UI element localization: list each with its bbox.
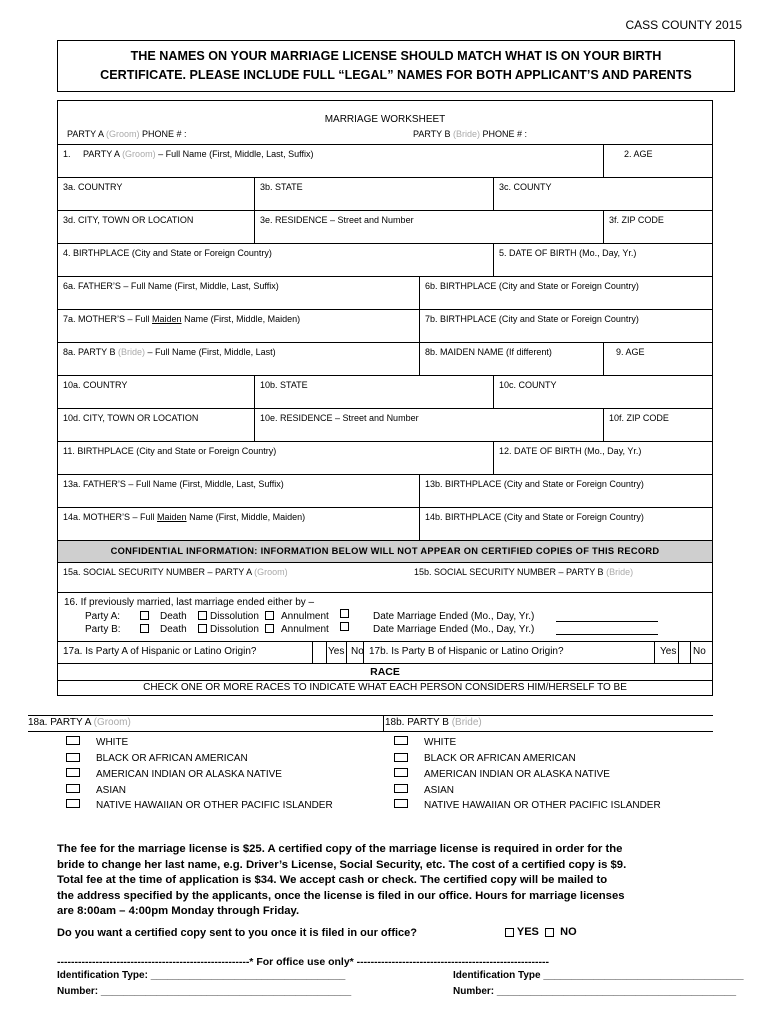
race-divider (383, 715, 384, 732)
party-a-date-ended-input[interactable] (556, 612, 658, 622)
party-a-phone-grey: (Groom) (106, 129, 140, 139)
party-b-mother-birthplace-field[interactable]: 14b. BIRTHPLACE (City and State or Foreign Country) (425, 512, 644, 522)
date-ended-label-b: Date Marriage Ended (Mo., Day, Yr.) (373, 624, 535, 635)
field-label: 15a. SOCIAL SECURITY NUMBER – PARTY A (63, 567, 255, 577)
party-b-race-indian-label: AMERICAN INDIAN OR ALASKA NATIVE (424, 769, 610, 780)
field-label-grey: (Bride) (606, 567, 634, 577)
party-a-race-white-checkbox[interactable] (66, 736, 80, 745)
race-party-row (28, 715, 713, 732)
row-14 (58, 507, 712, 540)
field-label: 15b. SOCIAL SECURITY NUMBER – PARTY B (414, 567, 607, 577)
party-a-race-indian-label: AMERICAN INDIAN OR ALASKA NATIVE (96, 769, 282, 780)
party-b-race-hawaiian-label: NATIVE HAWAIIAN OR OTHER PACIFIC ISLANDER (424, 800, 661, 811)
party-b-age-field[interactable]: 9. AGE (616, 347, 645, 357)
certified-copy-no-checkbox[interactable] (545, 928, 554, 937)
party-a-race-hawaiian-label: NATIVE HAWAIIAN OR OTHER PACIFIC ISLANDER (96, 800, 333, 811)
race-a-grey: (Groom) (93, 717, 131, 728)
q17b-no-box[interactable] (679, 642, 691, 663)
row-8 (58, 342, 712, 375)
party-a-phone-label[interactable] (67, 129, 187, 139)
q16-party-b-label: Party B: (85, 624, 121, 635)
fee-line: the address specified by the applicants, once the license is filed in our office. Hours for marriage licenses (57, 889, 625, 902)
certified-copy-no-label: NO (560, 926, 577, 938)
row-3def (58, 210, 712, 243)
party-b-dissolution-checkbox[interactable] (198, 624, 207, 633)
party-b-state-field[interactable]: 10b. STATE (255, 376, 494, 408)
party-b-city-field[interactable]: 10d. CITY, TOWN OR LOCATION (58, 409, 255, 441)
party-a-state-field[interactable]: 3b. STATE (255, 178, 494, 210)
party-a-zip-field[interactable]: 3f. ZIP CODE (609, 215, 664, 225)
worksheet-title: MARRIAGE WORKSHEET (324, 114, 446, 125)
race-heading: RACE (58, 663, 712, 680)
maiden-underline: Maiden (157, 512, 187, 522)
race-b-pre: 18b. PARTY B (385, 717, 452, 728)
party-a-ssn-field[interactable] (58, 563, 409, 592)
field-label-grey: (Groom) (254, 567, 288, 577)
party-b-death-checkbox[interactable] (140, 624, 149, 633)
hispanic-row (58, 641, 712, 663)
marriage-worksheet (57, 100, 713, 696)
office-use-divider: -------------------------------------------------------* For office use only* ------------------------------------------------------- (57, 956, 549, 968)
q17a-no-label[interactable]: No (347, 642, 364, 663)
q17b-no-label: No (693, 646, 706, 657)
party-a-birthplace-field[interactable]: 4. BIRTHPLACE (City and State or Foreign Country) (58, 244, 494, 276)
office-id-type-right[interactable]: Identification Type ____________________________________ (453, 970, 744, 981)
office-number-right[interactable]: Number: ___________________________________________ (453, 986, 737, 997)
banner-line-2: CERTIFICATE. PLEASE INCLUDE FULL “LEGAL” NAMES FOR BOTH APPLICANT’S AND PARENTS (100, 68, 692, 82)
q17b-label: 17b. Is Party B of Hispanic or Latino Origin? (364, 642, 655, 663)
party-a-city-field[interactable]: 3d. CITY, TOWN OR LOCATION (58, 211, 255, 243)
certified-copy-question: Do you want a certified copy sent to you once it is filed in our office? (57, 927, 417, 939)
q17a-label: 17a. Is Party A of Hispanic or Latino Origin? (58, 642, 313, 663)
field-label-post: Name (First, Middle, Maiden) (181, 314, 301, 324)
confidential-banner: CONFIDENTIAL INFORMATION: INFORMATION BELOW WILL NOT APPEAR ON CERTIFIED COPIES OF THIS RECORD (58, 540, 712, 562)
race-party-a-label (28, 717, 131, 728)
banner-line-1: THE NAMES ON YOUR MARRIAGE LICENSE SHOULD MATCH WHAT IS ON YOUR BIRTH (130, 49, 662, 63)
party-a-race-black-checkbox[interactable] (66, 753, 80, 762)
party-a-death-checkbox[interactable] (140, 611, 149, 620)
party-a-race-black-label: BLACK OR AFRICAN AMERICAN (96, 753, 248, 764)
row-13 (58, 474, 712, 507)
fee-line: bride to change her last name, e.g. Driver’s License, Social Security, etc. The cost of a certified copy is $9. (57, 858, 627, 871)
fee-paragraph (57, 842, 697, 920)
fee-line: Total fee at the time of application is $34. We accept cash or check. The certified copy will be mailed to (57, 874, 608, 886)
party-b-annulment-box[interactable] (340, 622, 349, 631)
county-year: CASS COUNTY 2015 (625, 18, 742, 32)
office-number-left[interactable]: Number: _____________________________________________ (57, 986, 352, 997)
row-7 (58, 309, 712, 342)
field-label-grey: (Groom) (122, 149, 156, 159)
party-b-full-name-field[interactable] (58, 343, 420, 375)
party-a-father-birthplace-field[interactable]: 6b. BIRTHPLACE (City and State or Foreign Country) (425, 281, 639, 291)
party-b-race-white-checkbox[interactable] (394, 736, 408, 745)
date-ended-label-a: Date Marriage Ended (Mo., Day, Yr.) (373, 611, 535, 622)
party-b-zip-field[interactable]: 10f. ZIP CODE (609, 413, 669, 423)
party-a-mother-name-field[interactable] (58, 310, 420, 342)
party-b-phone-label[interactable] (413, 129, 527, 139)
party-b-maiden-name-field[interactable]: 8b. MAIDEN NAME (If different) (420, 343, 604, 375)
annulment-label-b: Annulment (281, 624, 329, 635)
field-label-post: – Full Name (First, Middle, Last) (145, 347, 276, 357)
field-label: 7a. MOTHER’S – Full (63, 314, 153, 324)
party-b-race-white-label: WHITE (424, 737, 457, 748)
party-a-father-name-field[interactable]: 6a. FATHER’S – Full Name (First, Middle, Last, Suffix) (58, 277, 420, 309)
race-b-grey: (Bride) (451, 717, 482, 728)
party-b-ssn-field[interactable] (409, 563, 712, 592)
row-1 (58, 144, 712, 177)
race-party-b-label (385, 717, 482, 728)
party-b-country-field[interactable]: 10a. COUNTRY (58, 376, 255, 408)
field-number: 1. (63, 149, 71, 159)
party-b-race-black-label: BLACK OR AFRICAN AMERICAN (424, 753, 576, 764)
maiden-underline: Maiden (152, 314, 182, 324)
field-label-grey: (Bride) (118, 347, 146, 357)
annulment-label-a: Annulment (281, 611, 329, 622)
party-a-phone-pre: PARTY A (67, 129, 107, 139)
office-id-type-left[interactable]: Identification Type: ___________________________________ (57, 970, 346, 981)
party-b-residence-field[interactable]: 10e. RESIDENCE – Street and Number (255, 409, 604, 441)
party-b-race-asian-checkbox[interactable] (394, 784, 408, 793)
row-4 (58, 243, 712, 276)
party-a-race-indian-checkbox[interactable] (66, 768, 80, 777)
party-b-race-hawaiian-checkbox[interactable] (394, 799, 408, 808)
row-10abc (58, 375, 712, 408)
row-11 (58, 441, 712, 474)
party-a-full-name-field[interactable] (58, 145, 604, 177)
party-b-birthplace-field[interactable]: 11. BIRTHPLACE (City and State or Foreign Country) (58, 442, 494, 474)
party-b-race-asian-label: ASIAN (424, 785, 455, 796)
party-b-mother-name-field[interactable] (58, 508, 420, 540)
party-b-date-ended-input[interactable] (556, 625, 658, 635)
party-a-phone-post: PHONE # : (139, 129, 187, 139)
field-label: 14a. MOTHER’S – Full (63, 512, 158, 522)
party-b-phone-pre: PARTY B (413, 129, 454, 139)
q16-party-a-label: Party A: (85, 611, 121, 622)
certified-copy-yes-label: YES (516, 926, 539, 938)
field-label: 8a. PARTY B (63, 347, 119, 357)
party-a-race-asian-checkbox[interactable] (66, 784, 80, 793)
q17a-yes-label: Yes (327, 642, 347, 663)
party-b-race-black-checkbox[interactable] (394, 753, 408, 762)
party-b-county-field[interactable]: 10c. COUNTY (499, 380, 557, 390)
death-label-a: Death (160, 611, 187, 622)
party-b-phone-post: PHONE # : (480, 129, 528, 139)
party-a-race-white-label: WHITE (96, 737, 129, 748)
party-a-annulment-checkbox[interactable] (265, 611, 274, 620)
party-a-annulment-box[interactable] (340, 609, 349, 618)
row-6 (58, 276, 712, 309)
field-label-post: – Full Name (First, Middle, Last, Suffix) (155, 149, 314, 159)
party-a-dob-field[interactable]: 5. DATE OF BIRTH (Mo., Day, Yr.) (499, 248, 637, 258)
party-a-age-field[interactable]: 2. AGE (624, 149, 653, 159)
q17b-yes-label[interactable]: Yes (655, 642, 679, 663)
certified-copy-options (505, 926, 577, 938)
party-a-residence-field[interactable]: 3e. RESIDENCE – Street and Number (255, 211, 604, 243)
fee-line: The fee for the marriage license is $25. A certified copy of the marriage license is required in order for the (57, 843, 623, 855)
q16-title: 16. If previously married, last marriage ended either by – (64, 597, 315, 608)
party-a-mother-birthplace-field[interactable]: 7b. BIRTHPLACE (City and State or Foreign Country) (425, 314, 639, 324)
race-instruction: CHECK ONE OR MORE RACES TO INDICATE WHAT EACH PERSON CONSIDERS HIM/HERSELF TO BE (58, 680, 712, 695)
party-b-race-indian-checkbox[interactable] (394, 768, 408, 777)
certified-copy-yes-checkbox[interactable] (505, 928, 514, 937)
row-10def (58, 408, 712, 441)
row-3abc (58, 177, 712, 210)
party-b-dob-field[interactable]: 12. DATE OF BIRTH (Mo., Day, Yr.) (499, 446, 642, 456)
ssn-row (58, 562, 712, 592)
party-a-county-field[interactable]: 3c. COUNTY (499, 182, 552, 192)
field-label: PARTY A (83, 149, 123, 159)
field-label-post: Name (First, Middle, Maiden) (186, 512, 306, 522)
instruction-banner (57, 40, 735, 92)
q17a-yes-box[interactable] (313, 642, 327, 663)
party-a-race-asian-label: ASIAN (96, 785, 127, 796)
party-b-father-birthplace-field[interactable]: 13b. BIRTHPLACE (City and State or Foreign Country) (425, 479, 644, 489)
party-b-annulment-checkbox[interactable] (265, 624, 274, 633)
party-a-country-field[interactable]: 3a. COUNTRY (58, 178, 255, 210)
party-b-father-name-field[interactable]: 13a. FATHER’S – Full Name (First, Middle, Last, Suffix) (58, 475, 420, 507)
fee-line: are 8:00am – 4:00pm Monday through Friday. (57, 905, 300, 917)
phone-row (58, 128, 712, 144)
dissolution-label-b: Dissolution (210, 624, 259, 635)
dissolution-label-a: Dissolution (210, 611, 259, 622)
race-a-pre: 18a. PARTY A (28, 717, 94, 728)
previous-marriage-section (58, 592, 712, 641)
party-b-phone-grey: (Bride) (453, 129, 481, 139)
party-a-dissolution-checkbox[interactable] (198, 611, 207, 620)
death-label-b: Death (160, 624, 187, 635)
party-a-race-hawaiian-checkbox[interactable] (66, 799, 80, 808)
